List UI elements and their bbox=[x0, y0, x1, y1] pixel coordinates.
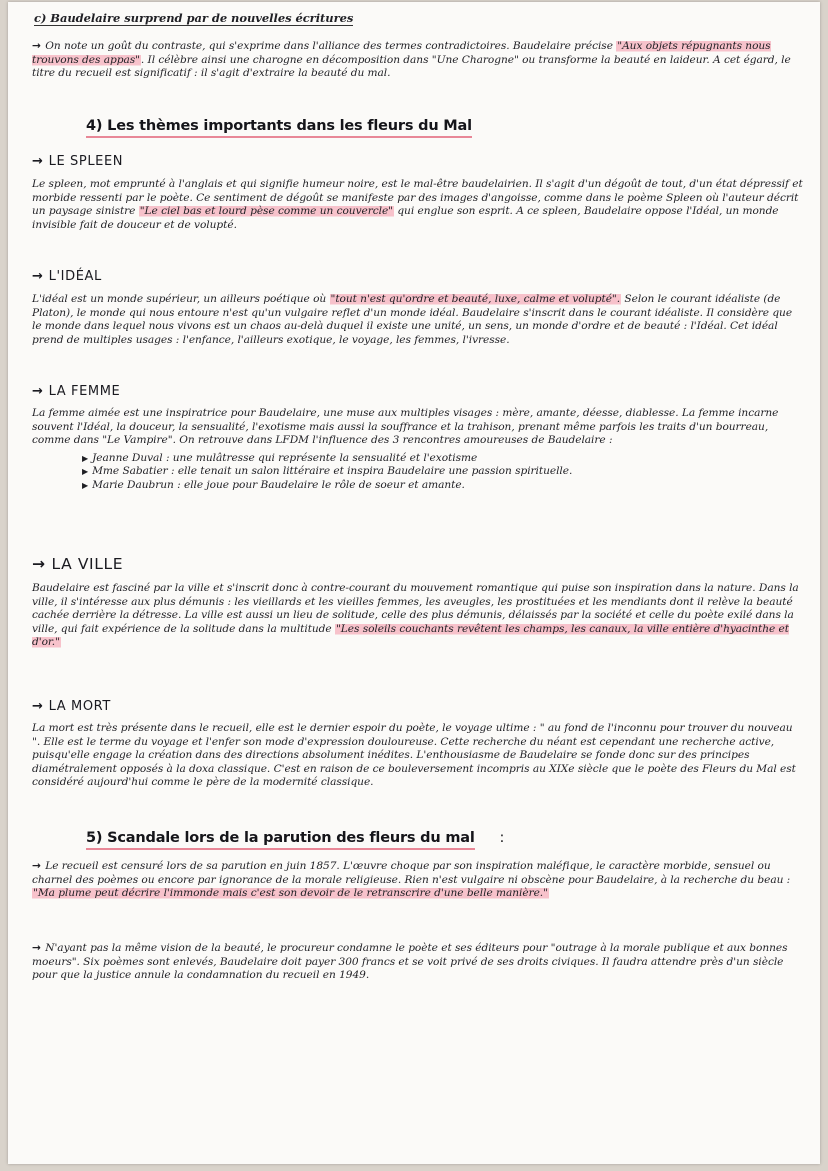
section-5-text-2: N'ayant pas la même vision de la beauté, le procureur condamne le poète et ses éditeurs pour "outrage à la morale publique et aux bonnes moeurs". Six poèmes sont enlevés, Baudelaire doit payer 300 francs et se voit privé de ses droits civiques. Il faudra attendre près d'un siècle pour que la justice annule la condamnation du recueil en 1949. bbox=[32, 942, 788, 982]
femme-heading-text: LA FEMME bbox=[48, 384, 121, 399]
section-5-paragraph-2 bbox=[32, 942, 804, 983]
notebook-page bbox=[8, 2, 820, 1164]
ville-text-start: Baudelaire est fasciné par la ville et s'inscrit donc à contre-courant du mouvement romantique qui puise son inspiration dans la nature. Dans la ville, il s'intéresse aux plus démunis : les vieillards et les vieilles femmes, les aveugles, les prostituées et les mendiants dont il relève la beauté cachée derrière la détresse. La ville est aussi un lieu de solitude, celle des plus démunis, délaissés par la société et celle du poète exilé dans la ville, qui fait expérience de la solitude dans la multitude bbox=[32, 582, 799, 635]
section-5-title-suffix: : bbox=[499, 830, 505, 846]
list-item-text: Jeanne Duval : une mulâtresse qui représente la sensualité et l'exotisme bbox=[92, 451, 478, 464]
femme-paragraph bbox=[32, 407, 804, 493]
mort-heading-text: LA MORT bbox=[48, 699, 111, 714]
ideal-heading-text: L'IDÉAL bbox=[48, 269, 102, 284]
ideal-paragraph bbox=[32, 293, 804, 347]
section-c-title bbox=[34, 12, 353, 26]
section-c-title-text: c) Baudelaire surprend par de nouvelles écritures bbox=[34, 11, 354, 25]
triangle-bullet-icon: ▶ bbox=[82, 453, 89, 463]
arrow-icon: → bbox=[32, 40, 39, 52]
arrow-icon: → bbox=[32, 942, 39, 954]
section-4-title-text: 4) Les thèmes importants dans les fleurs du Mal bbox=[86, 118, 472, 138]
arrow-icon: → bbox=[32, 699, 41, 714]
ville-heading bbox=[32, 555, 124, 573]
list-item bbox=[82, 452, 804, 466]
section-c-paragraph bbox=[32, 40, 804, 81]
section-c-text-end: . Il célèbre ainsi une charogne en décomposition dans "Une Charogne" ou transforme la beauté en laideur. A cet égard, le titre du recueil est significatif : il s'agit d'extraire la beauté du mal. bbox=[32, 53, 791, 80]
mort-paragraph bbox=[32, 722, 804, 790]
spleen-text-start: Le spleen, mot emprunté à l'anglais et qui signifie humeur noire, est le mal-être baudelairien. Il s'agit d'un dégoût de tout, d'un état dépressif et morbide ressenti par le poète. Ce sentiment de dégoût se manifeste par des images d'angoisse, comme dans le poème Spleen où l'auteur décrit un paysage sinistre bbox=[32, 178, 803, 218]
arrow-icon: → bbox=[32, 269, 41, 284]
section-5-title-text: 5) Scandale lors de la parution des fleurs du mal bbox=[86, 830, 475, 850]
femme-text: La femme aimée est une inspiratrice pour Baudelaire, une muse aux multiples visages : mère, amante, déesse, diablesse. La femme incarne souvent l'Idéal, la douceur, la sensualité, l'exotisme mais aussi la souffrance et la trahison, prenant même parfois les traits d'un bourreau, comme dans "Le Vampire". On retrouve dans LFDM l'influence des 3 rencontres amoureuses de Baudelaire : bbox=[32, 407, 779, 447]
section-5-title bbox=[86, 832, 504, 846]
spleen-paragraph bbox=[32, 178, 804, 232]
spleen-heading bbox=[32, 155, 123, 169]
mort-text: La mort est très présente dans le recueil, elle est le dernier espoir du poète, le voyage ultime : " au fond de l'inconnu pour trouver du nouveau ". Elle est le terme du voyage et l'enfer son mode d'expression douloureuse. Cette recherche du néant est cependant une recherche active, puisqu'elle engage la création dans des directions absolument inédites. L'enthousiasme de Baudelaire se fonde donc sur des principes diamétralement opposés à la doxa classique. C'est en raison de ce bouleversement incompris au XIXe siècle que le poète des Fleurs du Mal est considéré aujourd'hui comme le père de la modernité classique. bbox=[32, 722, 796, 789]
list-item-text: Marie Daubrun : elle joue pour Baudelaire le rôle de soeur et amante. bbox=[92, 478, 465, 491]
ville-paragraph bbox=[32, 582, 804, 650]
ville-highlight: "Les soleils couchants revêtent les champs, les canaux, la ville entière d'hyacinthe et d'or." bbox=[32, 622, 789, 649]
arrow-icon: → bbox=[32, 384, 41, 399]
section-5-highlight: "Ma plume peut décrire l'immonde mais c'est son devoir de le retranscrire d'une belle manière." bbox=[33, 887, 548, 900]
ville-heading-text: LA VILLE bbox=[51, 555, 124, 573]
list-item bbox=[82, 465, 804, 479]
arrow-icon: → bbox=[32, 154, 41, 169]
femme-list bbox=[32, 452, 804, 493]
section-5-text-start: Le recueil est censuré lors de sa parution en juin 1857. L'œuvre choque par son inspiration maléfique, le caractère morbide, sensuel ou charnel des poèmes ou encore par ignorance de la morale religieuse. Rien n'est vulgaire ni obscène pour Baudelaire, à la recherche du beau : bbox=[32, 860, 791, 886]
arrow-icon: → bbox=[32, 860, 39, 872]
ideal-highlight: "tout n'est qu'ordre et beauté, luxe, calme et volupté". bbox=[330, 293, 621, 305]
list-item bbox=[82, 479, 804, 493]
triangle-bullet-icon: ▶ bbox=[82, 480, 89, 490]
spleen-text-end: qui englue son esprit. A ce spleen, Baudelaire oppose l'Idéal, un monde invisible fait de douceur et de volupté. bbox=[32, 205, 779, 231]
ideal-text-end: Selon le courant idéaliste (de Platon), le monde qui nous entoure n'est qu'un vulgaire reflet d'un monde idéal. Baudelaire s'inscrit dans le courant idéaliste. Il considère que le monde dans lequel nous vivons est un chaos au-delà duquel il existe une unité, un sens, un monde d'ordre et de beauté : l'Idéal. Cet idéal prend de multiples usages : l'enfance, l'ailleurs exotique, le voyage, les femmes, l'ivresse. bbox=[32, 293, 793, 346]
section-4-title bbox=[86, 120, 472, 134]
arrow-icon: → bbox=[32, 555, 43, 573]
triangle-bullet-icon: ▶ bbox=[82, 467, 89, 477]
list-item-text: Mme Sabatier : elle tenait un salon littéraire et inspira Baudelaire une passion spirituelle. bbox=[92, 465, 573, 478]
ideal-text-start: L'idéal est un monde supérieur, un ailleurs poétique où bbox=[32, 293, 327, 305]
spleen-highlight: "Le ciel bas et lourd pèse comme un couvercle" bbox=[139, 205, 393, 218]
mort-heading bbox=[32, 700, 111, 714]
section-c-text-start: On note un goût du contraste, qui s'exprime dans l'alliance des termes contradictoires. Baudelaire précise bbox=[45, 40, 613, 52]
section-c-highlight: "Aux objets répugnants nous trouvons des appas" bbox=[32, 40, 771, 66]
spleen-heading-text: LE SPLEEN bbox=[48, 154, 124, 169]
femme-heading bbox=[32, 385, 120, 399]
section-5-paragraph-1 bbox=[32, 860, 804, 901]
ideal-heading bbox=[32, 270, 102, 284]
